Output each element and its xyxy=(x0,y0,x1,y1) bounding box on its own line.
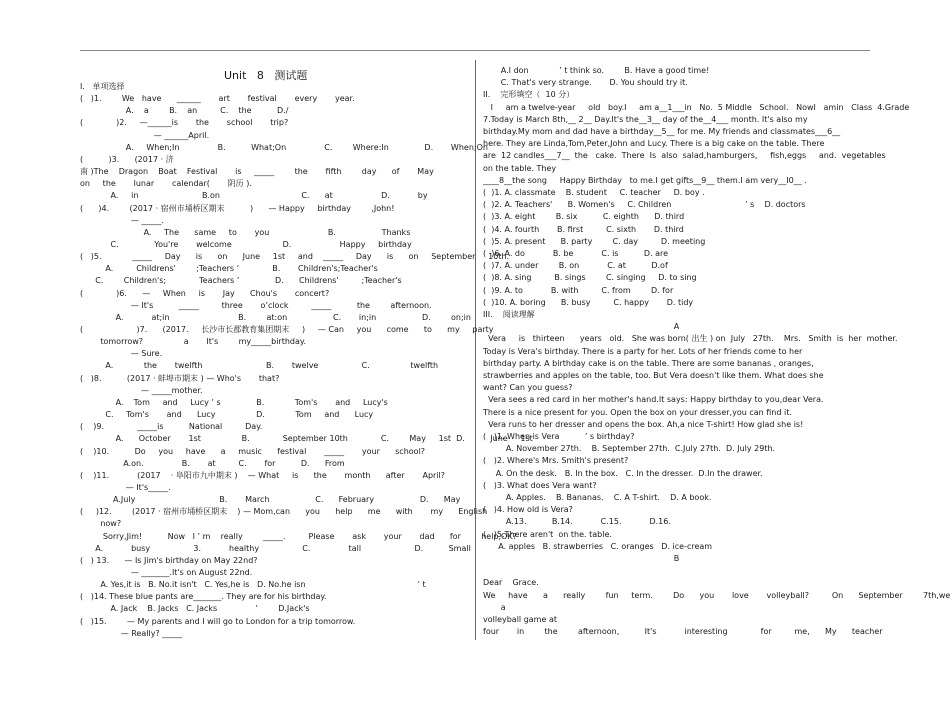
left-line-17: C. Children's; Teachers ’ D. Childrens' ;Teacher's xyxy=(80,276,402,286)
right-line-39: ( )5.There aren't on the. table. xyxy=(483,529,612,539)
left-line-8: 南 )The Dragon Boat Festival is _____ the fifth day of May xyxy=(80,167,434,177)
page-title: Unit 8 测试题 xyxy=(224,69,308,82)
left-line-12: — _____. xyxy=(80,215,164,225)
right-line-5: 7.Today is March 8th,__ 2__ Day.It's the__3__ day of the__4___ month. It's also my xyxy=(483,114,808,124)
right-line-21: III. 阅读理解 xyxy=(483,310,535,319)
left-line-35: A.July B. March C. February D. May xyxy=(80,495,461,505)
right-line-23: Vera is thirteen years old. She was born( 出生 ) on July 27th. Mrs. Smith is her mother. xyxy=(483,334,898,344)
left-line-32: A.on. B. at C. for D. From xyxy=(80,458,345,468)
left-line-3: A. a B. an C. the D./ xyxy=(80,106,289,116)
left-line-34: — It's_____. xyxy=(80,482,171,492)
right-line-46: volleyball game at xyxy=(483,615,557,624)
left-line-33: ( )11. (2017 · 阜阳市九中期末 ) — What is the month after April? xyxy=(80,470,446,480)
left-line-38: Sorry,Jim! Now I ’ m really _____. Please ask your dad for help,OK? xyxy=(80,531,517,541)
left-line-45: ( )15. — My parents and I will go to London for a trip tomorrow. xyxy=(80,616,356,626)
right-line-44: We have a really fun term. Do you love volleyball? On September 7th,we xyxy=(483,590,950,600)
right-line-40: A. apples B. strawberries C. oranges D. ice-cream xyxy=(483,541,713,551)
left-line-27: A. Tom and Lucy ’ s B. Tom's and Lucy's xyxy=(80,397,388,407)
right-line-29: There is a nice present for you. Open the box on your dresser,you can find it. xyxy=(483,407,792,417)
right-line-14: ( )4. A. fourth B. first C. sixth D. third xyxy=(483,224,684,234)
left-line-6: A. When;In B. What;On C. Where:In D. When;On xyxy=(80,142,488,152)
right-line-24: Today is Vera's birthday. There is a party for her. Lots of her friends come to her xyxy=(483,346,803,356)
right-line-6: birthday.My mom and dad have a birthday__5__ for me. My friends and classmates___6__ xyxy=(483,127,841,136)
left-line-23: — Sure. xyxy=(80,349,163,359)
right-line-33: ( )2. Where's Mrs. Smith's present? xyxy=(483,456,629,466)
left-line-7: ( )3. (2017 · 济 xyxy=(80,154,174,164)
right-line-30: Vera runs to her dresser and opens the box. Ah,a nice T-shirt! How glad she is! xyxy=(483,419,804,429)
left-line-41: — _______.It's on August 22nd. xyxy=(80,568,253,577)
left-line-22: tomorrow? a It's my_____birthday. xyxy=(80,337,307,347)
left-line-43: ( )14. These blue pants are_______. They are for his birthday. xyxy=(80,592,327,602)
right-line-36: A. Apples. B. Bananas. C. A T-shirt. D. A book. xyxy=(483,493,712,502)
right-line-25: birthday party. A birthday cake is on the table. There are some bananas , oranges, xyxy=(483,358,814,368)
right-line-9: on the table. They xyxy=(483,163,557,173)
left-line-9: on the lunar calendar( 阴历 ). xyxy=(80,179,252,189)
left-line-19: — It's _____ three o’clock _____ the afternoon. xyxy=(80,300,432,310)
right-line-20: ( )10. A. boring B. busy C. happy D. tidy xyxy=(483,297,694,307)
left-line-42: A. Yes,it is B. No.it isn't C. Yes,he is D. No.he isn ’ t xyxy=(80,580,426,590)
left-line-1: I. 单项选择 xyxy=(80,82,125,91)
left-line-20: A. at;in B. at:on C. in;in D. on;in xyxy=(80,312,471,322)
right-line-26: strawberries and apples on the table, too. But Vera doesn't like them. What does she xyxy=(483,371,824,380)
right-line-8: are 12 candles___7__ the cake. There Is also salad,hamburgers, fish,eggs and. vegetables xyxy=(483,151,886,161)
left-line-29: ( )9. _____is National Day. xyxy=(80,422,263,432)
left-line-18: ( )6. — When is Jay Chou's concert? xyxy=(80,288,330,298)
left-line-39: A. busy 3. healthy C. tall D. Small xyxy=(80,543,471,553)
left-line-26: — _____mother. xyxy=(80,385,203,395)
left-line-5: — ______April. xyxy=(80,130,210,140)
right-line-11: ( )1. A. classmate B. student C. teacher D. boy . xyxy=(483,188,705,197)
left-line-11: ( )4. (2017 · 宿州市埇桥区期末 ) — Happy birthday ,John! xyxy=(80,203,395,213)
right-line-18: ( )8. A. sing B. sings C. singing D. to sing xyxy=(483,273,697,283)
right-line-32: A. November 27th. B. September 27th. C.July 27th. D. July 29th. xyxy=(483,444,776,454)
right-line-3: II. 完形填空（ 10 分） xyxy=(483,90,575,100)
left-line-31: ( )10. Do you have a music festival _____ your school? xyxy=(80,446,426,456)
left-line-36: ( )12. (2017 · 宿州市埇桥区期末 ) — Mom,can you help me with my English xyxy=(80,507,488,517)
left-line-30: A. October 1st B. September 10th C. May 1st D. June 1st xyxy=(80,434,533,444)
right-line-37: ( )4. How old is Vera? xyxy=(483,505,573,515)
right-line-19: ( )9. A. to B. with C. from D. for xyxy=(483,285,674,295)
left-line-44: A. Jack B. Jacks C. Jacks ’ D.Jack's xyxy=(80,604,310,614)
right-line-4: I am a twelve-year old boy.I am a__1___in No. 5 Middle School. NowI amin Class 4.Grade xyxy=(483,102,910,112)
right-line-35: ( )3. What does Vera want? xyxy=(483,480,597,490)
right-line-41: B xyxy=(673,554,680,563)
right-line-7: here. They are Linda,Tom,Peter,John and Lucy. There is a big cake on the table. There xyxy=(483,139,825,149)
left-line-46: — Really? _____ xyxy=(80,628,183,638)
right-line-12: ( )2. A. Teachers' B. Women's C. Children ’ s D. doctors xyxy=(483,200,806,210)
left-line-15: ( )5. _____ Day is on June 1st and _____ Day is on September 10th. xyxy=(80,252,510,262)
left-line-21: ( )7. (2017. 长沙市长郡教育集团期末 ) — Can you come to my party xyxy=(80,325,494,334)
right-line-10: ____8__the song Happy Birthday to me.I get gifts__9__ them.I am very__I0__ . xyxy=(483,175,807,185)
left-line-14: C. You're welcome D. Happy birthday xyxy=(80,239,412,249)
right-line-13: ( )3. A. eight B. six C. eighth D. third xyxy=(483,212,685,222)
left-line-24: A. the twelfth B. twelve C. twelfth xyxy=(80,361,439,371)
left-line-37: now? xyxy=(80,519,122,529)
right-line-28: Vera sees a red card in her mother's hand.It says: Happy birthday to you,dear Vera. xyxy=(483,395,824,405)
left-line-4: ( )2. —______is the school trip? xyxy=(80,118,289,128)
top-rule xyxy=(80,50,870,51)
right-line-43: Dear Grace. xyxy=(483,578,539,588)
left-line-10: A. in B.on C. at D. by xyxy=(80,191,428,201)
left-line-28: C. Tom's and Lucy D. Tom and Lucy xyxy=(80,410,374,420)
left-line-13: A. The same to you B. Thanks xyxy=(80,227,411,237)
right-line-45: a xyxy=(483,602,506,612)
right-line-34: A. On the desk. B. In the box. C. In the dresser. D.In the drawer. xyxy=(483,468,763,478)
left-line-40: ( ) 13. — Is Jim's birthday on May 22nd? xyxy=(80,555,258,565)
right-line-22: A xyxy=(673,322,680,332)
left-line-2: ( )1. We have ______ art festival every year. xyxy=(80,94,355,104)
right-line-16: ( )6. A. do B. be C. is D. are xyxy=(483,249,669,258)
right-line-2: C. That's very strange. D. You should try it. xyxy=(483,78,688,88)
right-line-17: ( )7. A. under B. on C. at D.of xyxy=(483,261,668,271)
right-line-27: want? Can you guess? xyxy=(483,383,573,393)
left-line-25: ( )8. (2017 · 蚌埠市期末 ) — Who's that? xyxy=(80,373,280,383)
right-line-31: ( )1. When is Vera ’ s birthday? xyxy=(483,432,635,441)
right-line-1: A.I don ’ t think so. B. Have a good time! xyxy=(483,66,710,75)
right-line-47: four in the afternoon, It's interesting for me, My teacher xyxy=(483,627,883,637)
left-line-16: A. Childrens' ;Teachers ’ B. Children's;Teacher's xyxy=(80,264,378,274)
right-line-15: ( )5. A. present B. party C. day D. meeting xyxy=(483,236,706,246)
right-line-38: A.13. B.14. C.15. D.16. xyxy=(483,517,671,527)
